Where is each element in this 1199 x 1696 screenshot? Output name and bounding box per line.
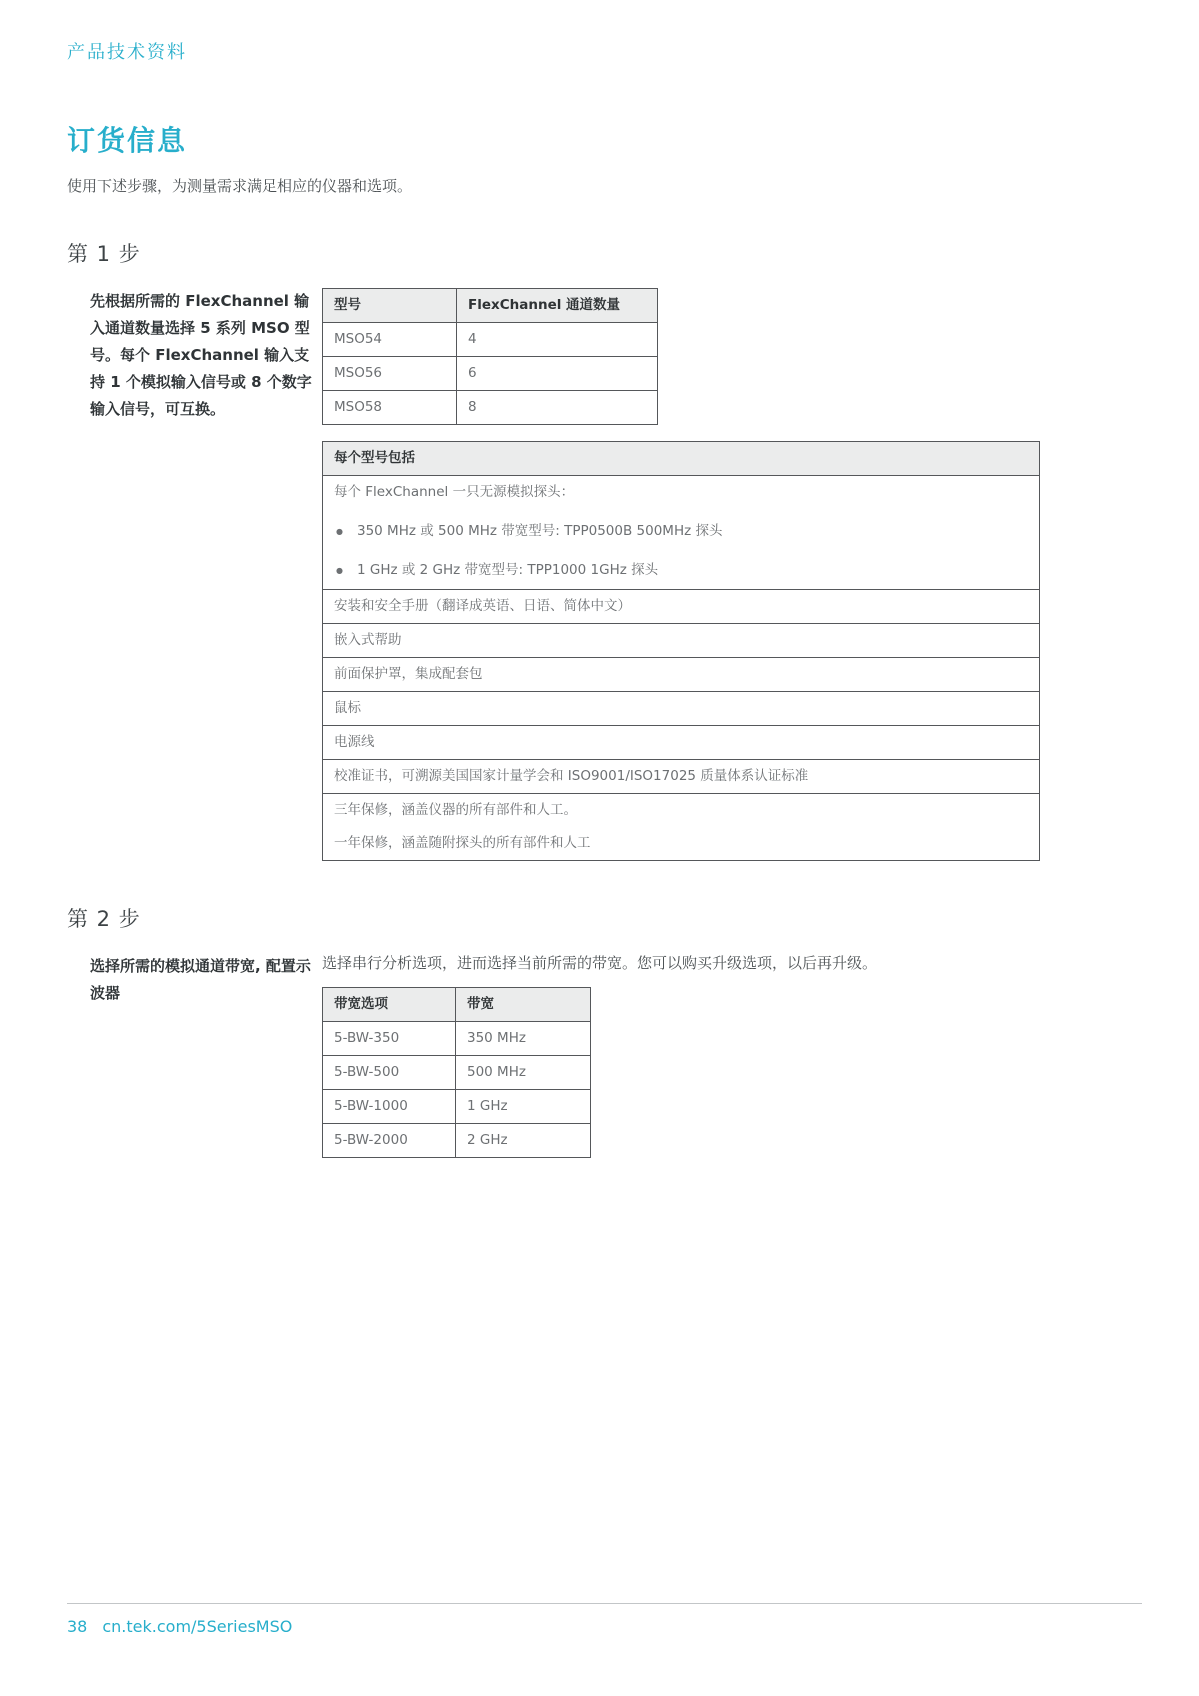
model-cell: MSO54 (323, 323, 457, 357)
step2-content (322, 953, 1132, 1158)
included-item-cell: 电源线 (323, 726, 1040, 760)
model-table-header-row (323, 289, 658, 323)
table-row (323, 624, 1040, 658)
step1-heading: 第 1 步 (67, 242, 141, 266)
channel-count-cell: 4 (457, 323, 658, 357)
channel-count-cell: 8 (457, 391, 658, 425)
includes-table-header: 每个型号包括 (323, 442, 1040, 476)
table-row (323, 476, 1040, 590)
includes-table (322, 441, 1040, 861)
table-row (323, 1090, 591, 1124)
bw-value-cell: 350 MHz (456, 1022, 591, 1056)
probes-cell (323, 476, 1040, 590)
included-item-cell: 校准证书，可溯源美国国家计量学会和 ISO9001/ISO17025 质量体系认证标准 (323, 760, 1040, 794)
bullet-icon: ● (336, 527, 343, 536)
table-row (323, 357, 658, 391)
step1-row (67, 288, 1132, 861)
included-item-cell: 安装和安全手册（翻译成英语、日语、简体中文） (323, 590, 1040, 624)
table-row (323, 658, 1040, 692)
warranty-line: 三年保修，涵盖仪器的所有部件和人工。 (334, 802, 577, 818)
bw-option-cell: 5-BW-500 (323, 1056, 456, 1090)
warranty-line: 一年保修，涵盖随附探头的所有部件和人工 (334, 835, 591, 851)
page-number: 38 (67, 1617, 88, 1636)
page-title: 订货信息 (67, 124, 188, 157)
step2-heading: 第 2 步 (67, 907, 141, 931)
bandwidth-table (322, 987, 591, 1158)
table-row (323, 1124, 591, 1158)
model-table-header-model: 型号 (323, 289, 457, 323)
list-item (334, 524, 1028, 539)
step1-description: 先根据所需的 FlexChannel 输入通道数量选择 5 系列 MSO 型号。每个 FlexChannel 输入支持 1 个模拟输入信号或 8 个数字输入信号，可互换。 (90, 292, 312, 418)
list-item (334, 563, 1028, 578)
bw-option-cell: 5-BW-350 (323, 1022, 456, 1056)
table-row (323, 726, 1040, 760)
bw-value-cell: 500 MHz (456, 1056, 591, 1090)
step1-content (322, 288, 1132, 861)
page-intro: 使用下述步骤，为测量需求满足相应的仪器和选项。 (67, 177, 413, 195)
table-row (323, 1022, 591, 1056)
step2-label: 选择所需的模拟通道带宽, 配置示波器 (90, 957, 311, 1002)
model-cell: MSO58 (323, 391, 457, 425)
bandwidth-table-header-row (323, 988, 591, 1022)
table-row (323, 323, 658, 357)
probe-option-text: 1 GHz 或 2 GHz 带宽型号: TPP1000 1GHz 探头 (356, 562, 659, 578)
model-cell: MSO56 (323, 357, 457, 391)
model-table (322, 288, 658, 425)
bandwidth-table-header-bandwidth: 带宽 (456, 988, 591, 1022)
channel-count-cell: 6 (457, 357, 658, 391)
table-row (323, 760, 1040, 794)
probe-option-text: 350 MHz 或 500 MHz 带宽型号: TPP0500B 500MHz 探头 (356, 523, 723, 539)
step2-description: 选择串行分析选项，进而选择当前所需的带宽。您可以购买升级选项，以后再升级。 (322, 954, 878, 972)
included-item-cell: 前面保护罩，集成配套包 (323, 658, 1040, 692)
step2-row (67, 953, 1132, 1158)
table-row (323, 391, 658, 425)
bullet-icon: ● (336, 566, 343, 575)
bw-value-cell: 2 GHz (456, 1124, 591, 1158)
bw-option-cell: 5-BW-2000 (323, 1124, 456, 1158)
includes-table-header-row (323, 442, 1040, 476)
warranty-cell (323, 794, 1040, 861)
page-kicker: 产品技术资料 (67, 42, 187, 63)
included-item-cell: 鼠标 (323, 692, 1040, 726)
included-item-cell: 嵌入式帮助 (323, 624, 1040, 658)
page-footer (67, 1603, 1142, 1636)
model-table-header-channels: FlexChannel 通道数量 (457, 289, 658, 323)
table-row (323, 1056, 591, 1090)
bandwidth-table-header-option: 带宽选项 (323, 988, 456, 1022)
bw-option-cell: 5-BW-1000 (323, 1090, 456, 1124)
probes-intro: 每个 FlexChannel 一只无源模拟探头： (334, 484, 575, 500)
bw-value-cell: 1 GHz (456, 1090, 591, 1124)
table-row (323, 692, 1040, 726)
table-row (323, 590, 1040, 624)
table-row (323, 794, 1040, 861)
footer-link[interactable]: cn.tek.com/5SeriesMSO (102, 1617, 293, 1636)
